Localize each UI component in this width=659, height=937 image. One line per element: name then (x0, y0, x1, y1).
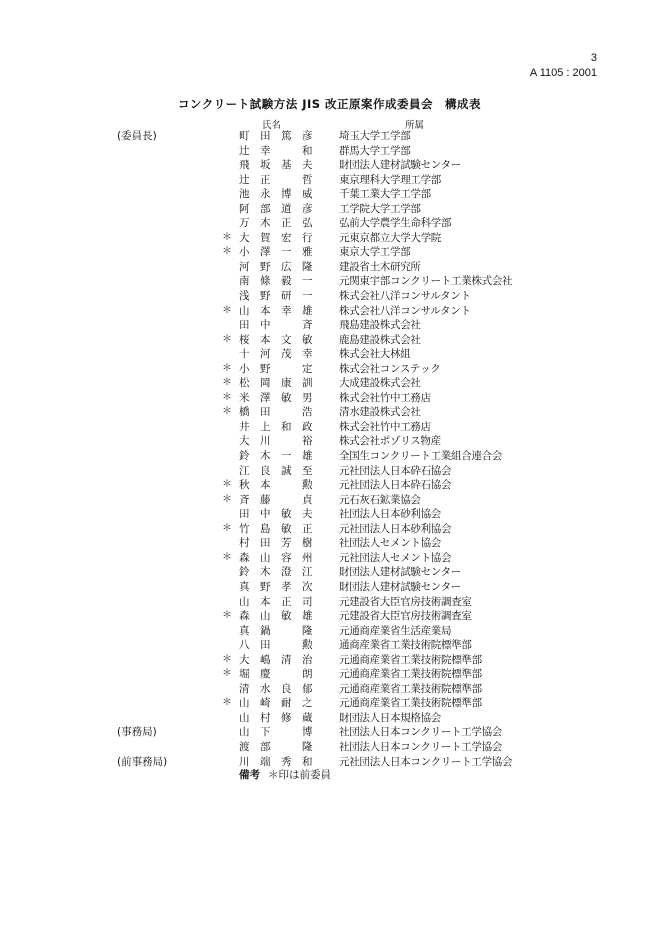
table-row (0, 158, 659, 173)
member-role: (事務局) (117, 726, 157, 739)
member-name: 阿 部 道 彦 (239, 202, 313, 215)
former-member-mark: ＊ (222, 304, 232, 316)
member-name: 堀 慶 朗 (239, 668, 313, 681)
member-name: 大 賀 宏 行 (239, 231, 313, 244)
member-list (0, 129, 659, 769)
member-name: 南 條 毅 一 (239, 275, 313, 288)
page-title: コンクリート試験方法 JIS 改正原案作成委員会 構成表 (177, 97, 482, 111)
former-member-mark: ＊ (222, 377, 232, 389)
member-name: 真 鍋 隆 (239, 624, 313, 637)
member-affiliation: 工学院大学工学部 (339, 202, 421, 215)
member-name: 大 川 裕 (239, 435, 313, 448)
member-affiliation: 元社団法人日本砂利協会 (339, 522, 452, 535)
member-affiliation: 株式会社八洋コンサルタント (339, 304, 471, 317)
member-affiliation: 元建設省大臣官房技術調査室 (339, 610, 472, 623)
member-affiliation: 元通商産業省工業技術院標準部 (339, 697, 482, 710)
member-affiliation: 元関東宇部コンクリート工業株式会社 (339, 275, 513, 288)
former-member-mark: ＊ (222, 362, 232, 374)
member-name: 辻 幸 和 (239, 144, 313, 157)
member-affiliation: 元社団法人日本コンクリート工学協会 (339, 755, 513, 768)
member-affiliation: 鹿島建設株式会社 (339, 333, 421, 346)
table-row (0, 187, 659, 202)
former-member-mark: ＊ (222, 333, 232, 345)
member-affiliation: 元建設省大臣官房技術調査室 (339, 595, 472, 608)
former-member-mark: ＊ (222, 391, 232, 403)
table-row (0, 144, 659, 159)
member-name: 村 田 芳 樹 (239, 537, 313, 550)
member-affiliation: 元通商産業省工業技術院標準部 (339, 682, 482, 695)
table-row (0, 478, 659, 493)
member-affiliation: 弘前大学農学生命科学部 (339, 217, 452, 230)
column-header-affiliation: 所属 (405, 120, 425, 131)
member-affiliation: 元通商産業省工業技術院標準部 (339, 653, 482, 666)
member-name: 清 水 良 郁 (239, 682, 313, 695)
member-affiliation: 株式会社竹中工務店 (339, 391, 431, 404)
member-name: 桜 本 文 敏 (239, 333, 313, 346)
table-row (0, 595, 659, 610)
table-row (0, 667, 659, 682)
member-name: 森 山 容 州 (239, 551, 313, 564)
member-affiliation: 株式会社八洋コンサルタント (339, 290, 471, 303)
table-row (0, 216, 659, 231)
member-affiliation: 株式会社大林組 (339, 348, 411, 361)
table-row (0, 434, 659, 449)
doc-code: A 1105 : 2001 (529, 67, 597, 79)
member-name: 秋 本 勲 (239, 479, 313, 492)
member-name: 鈴 木 一 雄 (239, 450, 313, 463)
member-affiliation: 株式会社ポゾリス物産 (339, 435, 441, 448)
table-row (0, 245, 659, 260)
table-row (0, 173, 659, 188)
remark-text: ＊印は前委員 (268, 769, 331, 781)
page-number: 3 (590, 52, 597, 64)
table-row (0, 449, 659, 464)
member-name: 十 河 茂 幸 (239, 348, 313, 361)
member-affiliation: 元社団法人日本砕石協会 (339, 479, 452, 492)
member-role: (委員長) (117, 130, 157, 142)
member-name: 山 下 博 (239, 726, 313, 739)
table-row (0, 129, 659, 144)
member-affiliation: 全国生コンクリート工業組合連合会 (339, 450, 502, 463)
table-row (0, 289, 659, 304)
member-affiliation: 群馬大学工学部 (339, 144, 411, 157)
table-row (0, 318, 659, 333)
table-row (0, 260, 659, 275)
member-affiliation: 元社団法人セメント協会 (339, 551, 452, 564)
member-name: 真 野 孝 次 (239, 580, 313, 593)
table-row (0, 536, 659, 551)
member-name: 山 本 正 司 (239, 595, 313, 608)
member-name: 井 上 和 政 (239, 420, 313, 433)
former-member-mark: ＊ (222, 522, 232, 534)
table-row (0, 420, 659, 435)
former-member-mark: ＊ (222, 231, 232, 243)
member-affiliation: 東京大学工学部 (339, 246, 411, 259)
table-row (0, 696, 659, 711)
member-name: 山 村 修 蔵 (239, 711, 313, 724)
member-name: 池 永 博 威 (239, 188, 313, 201)
table-row (0, 464, 659, 479)
table-row (0, 682, 659, 697)
member-affiliation: 元通商産業省生活産業局 (339, 624, 452, 637)
member-affiliation: 財団法人建材試験センター (339, 580, 461, 593)
member-affiliation: 株式会社竹中工務店 (339, 420, 431, 433)
former-member-mark: ＊ (222, 493, 232, 505)
table-row (0, 231, 659, 246)
member-name: 渡 部 隆 (239, 740, 313, 753)
member-affiliation: 元社団法人日本砕石協会 (339, 464, 452, 477)
member-affiliation: 元東京都立大学大学院 (339, 231, 441, 244)
table-row (0, 507, 659, 522)
table-row (0, 304, 659, 319)
member-name: 川 端 秀 和 (239, 755, 313, 768)
member-name: 飛 坂 基 夫 (239, 159, 313, 172)
member-name: 山 本 幸 雄 (239, 304, 313, 317)
table-row (0, 740, 659, 755)
member-name: 江 良 誠 至 (239, 464, 313, 477)
table-row (0, 725, 659, 740)
member-affiliation: 社団法人日本コンクリート工学協会 (339, 726, 502, 739)
table-row (0, 493, 659, 508)
member-name: 田 中 敏 夫 (239, 508, 313, 521)
table-row (0, 391, 659, 406)
former-member-mark: ＊ (222, 551, 232, 563)
table-row (0, 609, 659, 624)
member-name: 田 中 斉 (239, 319, 313, 332)
member-name: 八 田 勲 (239, 639, 313, 652)
member-affiliation: 社団法人セメント協会 (339, 537, 441, 550)
member-affiliation: 社団法人日本砂利協会 (339, 508, 441, 521)
former-member-mark: ＊ (222, 406, 232, 418)
member-name: 辻 正 哲 (239, 173, 313, 186)
member-affiliation: 財団法人建材試験センター (339, 566, 461, 579)
member-affiliation: 社団法人日本コンクリート工学協会 (339, 740, 502, 753)
member-name: 山 崎 耐 之 (239, 697, 313, 710)
former-member-mark: ＊ (222, 479, 232, 491)
member-name: 町 田 篤 彦 (239, 130, 313, 142)
member-name: 小 野 定 (239, 362, 313, 375)
member-affiliation: 東京理科大学理工学部 (339, 173, 441, 186)
member-affiliation: 大成建設株式会社 (339, 377, 421, 390)
member-affiliation: 埼玉大学工学部 (339, 130, 411, 142)
remark (239, 767, 331, 782)
member-affiliation: 株式会社コンステック (339, 362, 441, 375)
table-row (0, 202, 659, 217)
table-row (0, 580, 659, 595)
member-name: 大 嶋 清 治 (239, 653, 313, 666)
member-affiliation: 建設省土木研究所 (339, 260, 421, 273)
table-row (0, 347, 659, 362)
table-row (0, 653, 659, 668)
member-affiliation: 通商産業省工業技術院標準部 (339, 639, 472, 652)
member-name: 森 山 敏 雄 (239, 610, 313, 623)
member-affiliation: 千葉工業大学工学部 (339, 188, 431, 201)
table-row (0, 624, 659, 639)
table-row (0, 522, 659, 537)
table-row (0, 551, 659, 566)
member-name: 河 野 広 隆 (239, 260, 313, 273)
former-member-mark: ＊ (222, 610, 232, 622)
member-role: (前事務局) (117, 755, 168, 768)
member-name: 橋 田 浩 (239, 406, 313, 419)
member-name: 鈴 木 澄 江 (239, 566, 313, 579)
column-header-name: 氏名 (262, 120, 282, 131)
member-name: 米 澤 敏 男 (239, 391, 313, 404)
member-name: 松 岡 康 訓 (239, 377, 313, 390)
table-row (0, 274, 659, 289)
member-name: 浅 野 研 一 (239, 290, 313, 303)
member-name: 小 澤 一 雅 (239, 246, 313, 259)
table-row (0, 362, 659, 377)
table-row (0, 376, 659, 391)
member-affiliation: 飛島建設株式会社 (339, 319, 421, 332)
member-affiliation: 清水建設株式会社 (339, 406, 421, 419)
member-affiliation: 元通商産業省工業技術院標準部 (339, 668, 482, 681)
table-row (0, 333, 659, 348)
table-row (0, 565, 659, 580)
remark-label: 備考 (239, 769, 260, 781)
former-member-mark: ＊ (222, 697, 232, 709)
former-member-mark: ＊ (222, 653, 232, 665)
former-member-mark: ＊ (222, 246, 232, 258)
member-affiliation: 財団法人日本規格協会 (339, 711, 441, 724)
table-row (0, 711, 659, 726)
member-affiliation: 元石灰石鉱業協会 (339, 493, 421, 506)
member-name: 万 木 正 弘 (239, 217, 313, 230)
member-name: 竹 島 敏 正 (239, 522, 313, 535)
member-name: 斉 藤 貞 (239, 493, 313, 506)
former-member-mark: ＊ (222, 668, 232, 680)
table-row (0, 405, 659, 420)
member-affiliation: 財団法人建材試験センター (339, 159, 461, 172)
table-row (0, 638, 659, 653)
